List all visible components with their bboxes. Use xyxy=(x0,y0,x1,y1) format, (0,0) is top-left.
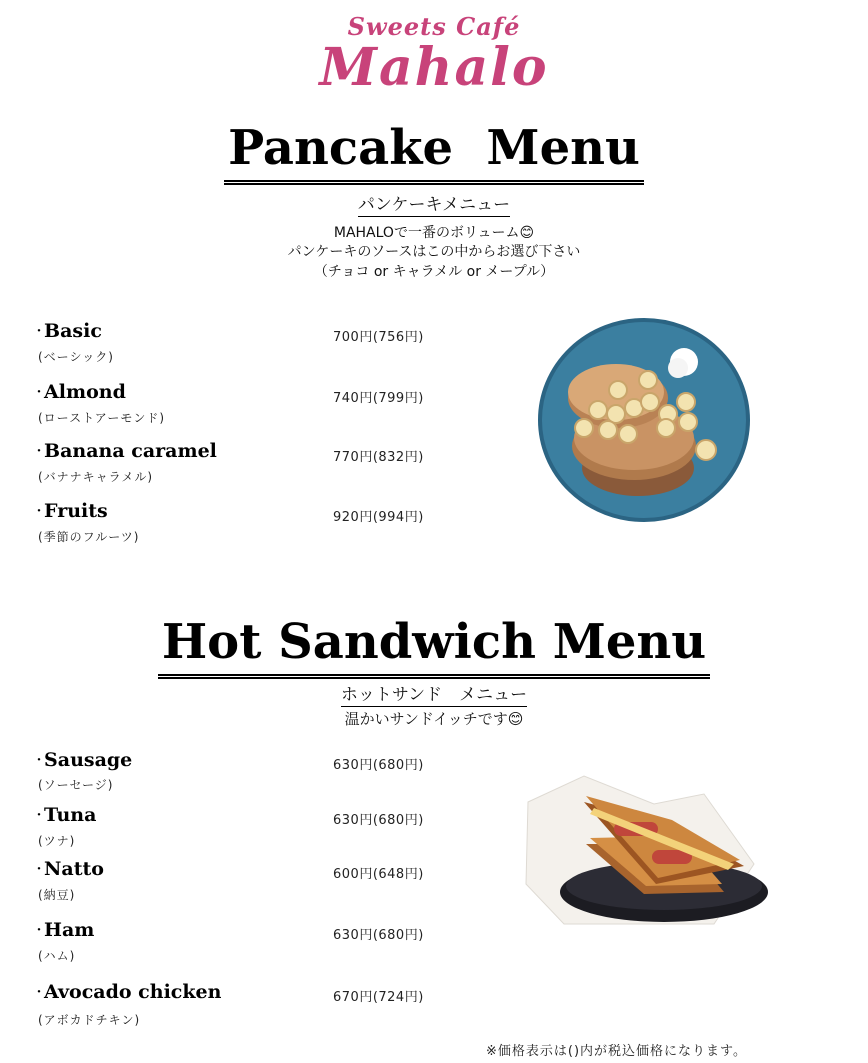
menu-item-jp: (バナナキャラメル) xyxy=(38,470,154,484)
menu-item-price: 600円(648円) xyxy=(333,867,424,882)
menu-item-jp: (ソーセージ) xyxy=(38,778,114,792)
logo-subtitle: Sweets Café xyxy=(347,12,521,41)
item-name-text: Natto xyxy=(44,858,104,880)
pancake-title-text: Pancake Menu xyxy=(224,118,644,185)
menu-item-name: · Sausage xyxy=(36,749,133,771)
menu-item-jp: (ローストアーモンド) xyxy=(38,411,166,425)
menu-item-jp: (納豆) xyxy=(38,888,76,902)
menu-item-price: 670円(724円) xyxy=(333,990,424,1005)
pancake-photo xyxy=(538,318,750,522)
menu-item-name: · Avocado chicken xyxy=(36,981,222,1003)
menu-item-price: 740円(799円) xyxy=(333,391,424,406)
pancake-note-1: MAHALOで一番のボリューム😊 xyxy=(333,225,535,241)
menu-item-jp: (アボカドチキン) xyxy=(38,1013,141,1027)
item-name-text: Sausage xyxy=(44,749,133,771)
sandwich-subtitle xyxy=(0,680,868,705)
sandwich-menu-title xyxy=(0,612,868,679)
sandwich-photo xyxy=(524,774,770,936)
price-footnote: ※価格表示は()内が税込価格になります。 xyxy=(486,1044,747,1059)
sandwich-title-text: Hot Sandwich Menu xyxy=(158,612,710,679)
item-name-text: Fruits xyxy=(44,500,108,522)
menu-item-name: · Banana caramel xyxy=(36,440,217,462)
menu-item-price: 630円(680円) xyxy=(333,813,424,828)
item-name-text: Banana caramel xyxy=(44,440,217,462)
menu-item-jp: (ツナ) xyxy=(38,834,76,848)
menu-item-jp: (ベーシック) xyxy=(38,350,114,364)
menu-item-name: · Natto xyxy=(36,858,104,880)
menu-item-name: · Fruits xyxy=(36,500,108,522)
pancake-subtitle-text: パンケーキメニュー xyxy=(357,195,511,215)
menu-item-name: · Tuna xyxy=(36,804,97,826)
menu-item-name: · Basic xyxy=(36,320,102,342)
pancake-note-2: パンケーキのソースはこの中からお選び下さい xyxy=(287,244,581,260)
sandwich-subtitle-text: ホットサンド メニュー xyxy=(340,685,528,705)
item-name-text: Avocado chicken xyxy=(44,981,222,1003)
menu-item-price: 920円(994円) xyxy=(333,510,424,525)
menu-item-jp: (季節のフルーツ) xyxy=(38,530,140,544)
menu-item-price: 700円(756円) xyxy=(333,330,424,345)
menu-item-price: 770円(832円) xyxy=(333,450,424,465)
sandwich-note: 温かいサンドイッチです😊 xyxy=(344,710,524,728)
pancake-menu-title xyxy=(0,118,868,185)
menu-item-price: 630円(680円) xyxy=(333,758,424,773)
menu-item-jp: (ハム) xyxy=(38,949,76,963)
item-name-text: Ham xyxy=(44,919,95,941)
item-name-text: Almond xyxy=(44,381,126,403)
item-name-text: Tuna xyxy=(44,804,97,826)
item-name-text: Basic xyxy=(44,320,102,342)
menu-item-name: · Almond xyxy=(36,381,126,403)
menu-item-name: · Ham xyxy=(36,919,95,941)
pancake-subtitle xyxy=(0,190,868,215)
pancake-note-3: （チョコ or キャラメル or メープル） xyxy=(313,264,555,280)
menu-item-price: 630円(680円) xyxy=(333,928,424,943)
logo-title: Mahalo xyxy=(319,37,549,98)
